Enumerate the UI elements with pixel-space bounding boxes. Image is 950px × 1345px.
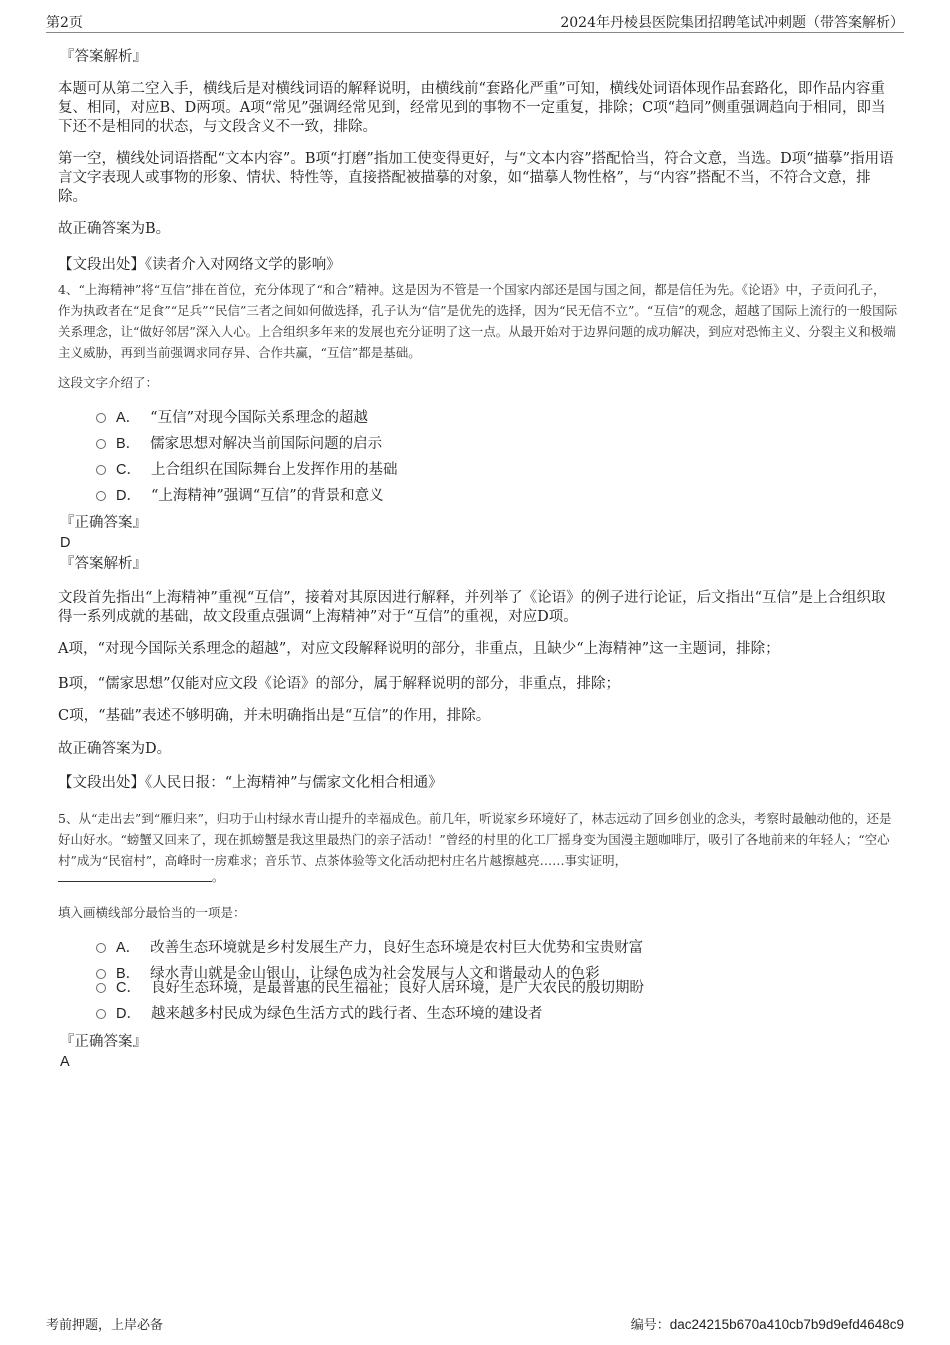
- fill-blank-line: [58, 881, 212, 882]
- q5-answer-label: 『正确答案』: [60, 1034, 147, 1050]
- q4-option-a[interactable]: A． “互信”对现今国际关系理念的超越: [96, 409, 368, 427]
- q4-analysis-p2: A项，“对现今国际关系理念的超越”，对应文段解释说明的部分，非重点，且缺少“上海精神”这一主题词，排除；: [58, 641, 780, 657]
- radio-icon[interactable]: [96, 1009, 106, 1019]
- q5-stem: 5、从“走出去”到“雁归来”，归功于山村绿水青山提升的幸福成色。前几年，听说家乡环境好了，林志远动了回乡创业的念头，考察时最触动他的，还是好山好水。“螃蟹又回来了，现在抓螃蟹是我这里最热门的亲子活动！”曾经的村里的化工厂摇身变为国漫主题咖啡厅，吸引了各地前来的年轻人；“空心村”成为“民宿村”，高峰时一房难求；音乐节、点茶体验等文化活动把村庄名片越擦越亮……事实证明，: [58, 811, 892, 868]
- footer-id-block: [631, 1314, 904, 1333]
- q4-stem: 4、“上海精神”将“互信”排在首位，充分体现了“和合”精神。这是因为不管是一个国家内部还是国与国之间，都是信任为先。《论语》中，子贡问孔子，作为执政者在“足食”“足兵”“民信”三者之间如何做选择，孔子认为“信”是优先的选择，因为“民无信不立”。“互信”的观念，超越了国际上流行的一般国际关系理念，让“做好邻居”深入人心。上合组织多年来的发展也充分证明了这一点。从最开始对于边界问题的成功解决，到应对恐怖主义、分裂主义和极端主义威胁，再到当前强调求同存异、合作共赢，“互信”都是基础。: [58, 282, 898, 360]
- q5-option-c[interactable]: C． 良好生态环境，是最普惠的民生福祉；良好人居环境，是广大农民的殷切期盼: [96, 979, 644, 997]
- q3-answer-statement: 故正确答案为B。: [58, 221, 171, 237]
- blank-period: 。: [212, 870, 225, 884]
- q5-answer: A: [60, 1054, 70, 1070]
- radio-icon[interactable]: [96, 491, 106, 501]
- page-number: 第2页: [46, 15, 83, 31]
- q5-option-b[interactable]: B． 绿水青山就是金山银山，让绿色成为社会发展与人文和谐最动人的色彩: [96, 965, 600, 983]
- q5-option-a[interactable]: A． 改善生态环境就是乡村发展生产力，良好生态环境是农村巨大优势和宝贵财富: [96, 939, 643, 957]
- radio-icon[interactable]: [96, 969, 106, 979]
- q5-option-d[interactable]: D． 越来越多村民成为绿色生活方式的践行者、生态环境的建设者: [96, 1005, 542, 1023]
- q4-option-b[interactable]: B． 儒家思想对解决当前国际问题的启示: [96, 435, 382, 453]
- q4-analysis-label: 『答案解析』: [60, 556, 147, 572]
- footer-id: dac24215b670a410cb7b9d9efd4648c9: [669, 1317, 904, 1332]
- radio-icon[interactable]: [96, 983, 106, 993]
- q4-option-c[interactable]: C． 上合组织在国际舞台上发挥作用的基础: [96, 461, 397, 479]
- q4-analysis-p3: B项，“儒家思想”仅能对应文段《论语》的部分，属于解释说明的部分，非重点，排除；: [58, 676, 620, 692]
- radio-icon[interactable]: [96, 439, 106, 449]
- q5-prompt: 填入画横线部分最恰当的一项是：: [58, 905, 246, 920]
- q4-option-d[interactable]: D． “上海精神”强调“互信”的背景和意义: [96, 487, 384, 505]
- q4-analysis-p1: 文段首先指出“上海精神”重视“互信”，接着对其原因进行解释，并列举了《论语》的例子进行论证，后文指出“互信”是上合组织取得一系列成就的基础，故文段重点强调“上海精神”对于“互信”的重视，对应D项。: [58, 590, 886, 625]
- header-divider: [46, 32, 904, 33]
- q4-answer: D: [60, 535, 71, 551]
- q4-answer-label: 『正确答案』: [60, 515, 147, 531]
- q4-analysis-p4: C项，“基础”表述不够明确，并未明确指出是“互信”的作用，排除。: [58, 708, 491, 724]
- radio-icon[interactable]: [96, 413, 106, 423]
- footer-id-label: 编号：: [630, 1318, 670, 1333]
- q4-prompt: 这段文字介绍了：: [58, 375, 159, 390]
- q4-answer-statement: 故正确答案为D。: [58, 741, 172, 757]
- q3-analysis-p2: 第一空，横线处词语搭配“文本内容”。B项“打磨”指加工使变得更好，与“文本内容”搭配恰当，符合文意，当选。D项“描摹”指用语言文字表现人或事物的形象、情状、特性等，直接搭配被描摹的对象，如“描摹人物性格”，与“内容”搭配不当，不符合文意，排除。: [58, 151, 894, 205]
- q3-analysis-label: 『答案解析』: [60, 49, 147, 65]
- document-title: 2024年丹棱县医院集团招聘笔试冲刺题（带答案解析）: [560, 15, 904, 31]
- q3-analysis-p1: 本题可从第二空入手，横线后是对横线词语的解释说明，由横线前“套路化严重”可知，横线处词语体现作品套路化，即作品内容重复、相同，对应B、D两项。A项“常见”强调经常见到，经常见到的事物不一定重复，排除；C项“趋同”侧重强调趋向于相同，即当下还不是相同的状态，与文段含义不一致，排除。: [58, 81, 886, 135]
- radio-icon[interactable]: [96, 943, 106, 953]
- q3-source: 【文段出处】《读者介入对网络文学的影响》: [58, 257, 341, 273]
- radio-icon[interactable]: [96, 465, 106, 475]
- q4-source: 【文段出处】《人民日报：“上海精神”与儒家文化相合相通》: [58, 775, 443, 791]
- footer-slogan: 考前押题，上岸必备: [46, 1318, 164, 1333]
